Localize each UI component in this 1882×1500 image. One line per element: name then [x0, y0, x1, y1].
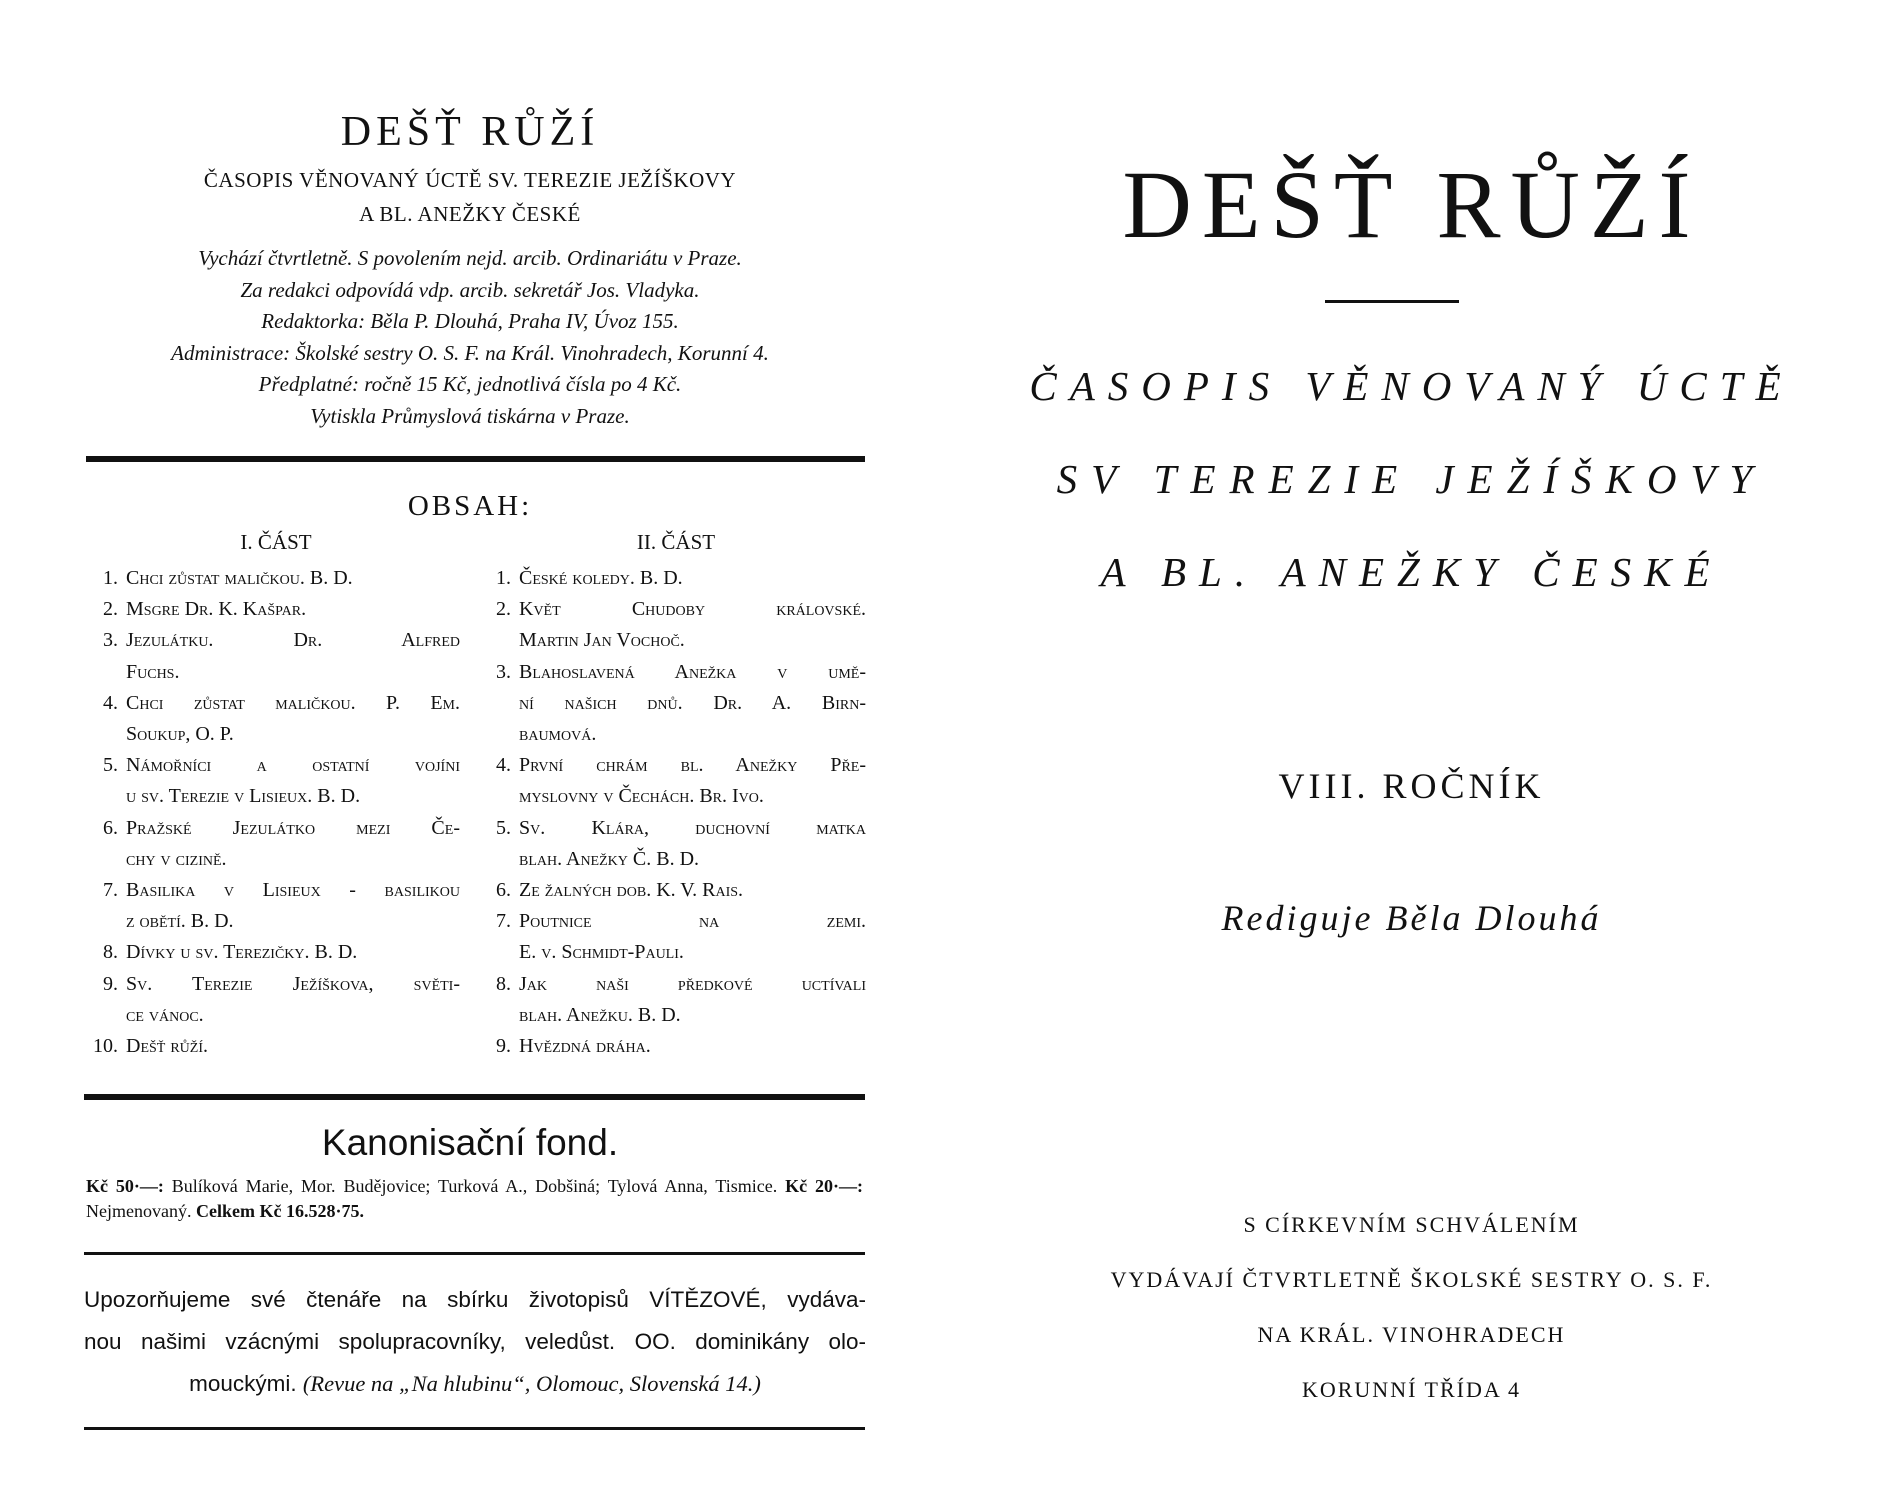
- contents-item-title: [126, 969, 460, 1031]
- contents-item-line: Ze žalných dob. K. V. Rais.: [519, 879, 744, 902]
- cover-subtitle-line-2: SV TEREZIE JEŽÍŠKOVY: [1056, 456, 1767, 502]
- contents-item-title: [519, 906, 866, 968]
- contents-item-number: 5.: [496, 816, 511, 839]
- contents-item-title: [519, 813, 866, 875]
- editor-line: Rediguje Běla Dlouhá: [1221, 898, 1602, 938]
- contents-item-line: Pražské Jezulátko mezi Če-: [126, 816, 460, 839]
- contents-item-number: 8.: [496, 972, 511, 995]
- contents-item-title: [519, 969, 866, 1031]
- contents-item: [90, 688, 460, 750]
- contents-item: [90, 563, 460, 594]
- contents-item: [90, 937, 460, 968]
- publisher-line-4: KORUNNÍ TŘÍDA 4: [1301, 1377, 1522, 1402]
- contents-item: [483, 563, 866, 594]
- divider-rule: [84, 1252, 865, 1255]
- contents-item: [483, 813, 866, 875]
- contents-item: [483, 594, 866, 656]
- contents-item-title: [519, 875, 866, 906]
- contents-item-line: Dešť růží.: [126, 1035, 208, 1058]
- fund-donors-20: Nejmenovaný.: [86, 1201, 192, 1221]
- contents-item: [483, 750, 866, 812]
- contents-item-number: 1.: [103, 567, 118, 589]
- contents-item-line: baumová.: [519, 723, 597, 746]
- cover-subtitle-line-1: ČASOPIS VĚNOVANÝ ÚCTĚ: [1029, 363, 1794, 409]
- contents-item-title: [519, 657, 866, 751]
- contents-item-title: [126, 1031, 460, 1062]
- notice-line-2: nou našimi vzácnými spolupracovníky, veledůst. OO. dominikány olo-: [84, 1329, 866, 1354]
- notice-line-3-text: mouckými.: [189, 1371, 297, 1396]
- fund-donors-50: Bulíková Marie, Mor. Budějovice; Turková A., Dobšiná; Tylová Anna, Tismice.: [171, 1176, 778, 1196]
- contents-item-line: Námořníci a ostatní vojíni: [126, 754, 460, 777]
- publisher-line-1: S CÍRKEVNÍM SCHVÁLENÍM: [1243, 1212, 1580, 1237]
- notice-line-3: [84, 1363, 866, 1405]
- divider-rule: [84, 1094, 865, 1100]
- contents-item: [483, 906, 866, 968]
- contents-item: [483, 1031, 866, 1062]
- info-line: Vychází čtvrtletně. S povolením nejd. arcib. Ordinariátu v Praze.: [198, 246, 742, 270]
- contents-item-title: [126, 813, 460, 875]
- contents-item-line: Hvězdná dráha.: [519, 1035, 651, 1058]
- contents-item-line: Soukup, O. P.: [126, 723, 234, 746]
- contents-item-line: Basilika v Lisieux - basilikou: [126, 879, 460, 902]
- info-line: Předplatné: ročně 15 Kč, jednotlivá čísla po 4 Kč.: [258, 372, 682, 396]
- cover-title: DEŠŤ RŮŽÍ: [1122, 151, 1701, 258]
- contents-item: [90, 750, 460, 812]
- right-page: [941, 0, 1882, 1500]
- contents-item: [90, 594, 460, 625]
- contents-item-number: 6.: [496, 879, 511, 902]
- contents-item-line: Poutnice na zemi.: [519, 910, 866, 933]
- contents-item-line: u sv. Terezie v Lisieux. B. D.: [126, 785, 361, 808]
- contents-item-line: myslovny v Čechách. Br. Ivo.: [519, 785, 764, 808]
- contents-item-line: První chrám bl. Anežky Pře-: [519, 754, 866, 777]
- contents-item-title: [126, 594, 460, 625]
- contents-item-title: [519, 1031, 866, 1062]
- contents-item-number: 1.: [496, 567, 511, 589]
- contents-item-line: Blahoslavená Anežka v umě-: [519, 660, 866, 683]
- contents-item-number: 5.: [103, 754, 118, 777]
- contents-item-title: [126, 750, 460, 812]
- contents-item-title: [519, 594, 866, 656]
- contents-item: [90, 875, 460, 937]
- contents-item-title: [126, 875, 460, 937]
- contents-item: [90, 625, 460, 687]
- contents-item: [483, 875, 866, 906]
- publisher-line-2: VYDÁVAJÍ ČTVRTLETNĚ ŠKOLSKÉ SESTRY O. S. F.: [1110, 1267, 1713, 1292]
- contents-item-line: Sv. Klára, duchovní matka: [519, 816, 866, 839]
- notice-line-1: Upozorňujeme své čtenáře na sbírku životopisů VÍTĚZOVÉ, vydáva-: [84, 1287, 866, 1312]
- contents-item-number: 2.: [103, 598, 118, 621]
- contents-item-line: E. v. Schmidt-Pauli.: [519, 941, 684, 964]
- contents-item-line: Dívky u sv. Terezičky. B. D.: [126, 941, 358, 964]
- contents-item-number: 10.: [93, 1035, 118, 1058]
- fund-amount-50: Kč 50·—:: [86, 1176, 164, 1196]
- contents-list-part-2: [483, 563, 866, 1062]
- contents-item-line: Chci zůstat maličkou. P. Em.: [126, 691, 460, 714]
- contents-item-number: 7.: [496, 910, 511, 933]
- contents-item-title: [126, 937, 460, 968]
- publication-info: [70, 243, 870, 432]
- contents-item-title: [126, 688, 460, 750]
- left-subtitle-line-1: ČASOPIS VĚNOVANÝ ÚCTĚ SV. TEREZIE JEŽÍŠKOVY: [203, 168, 737, 192]
- contents-item-number: 3.: [103, 629, 118, 652]
- contents-item-line: blah. Anežky Č. B. D.: [519, 847, 700, 870]
- contents-item-number: 4.: [496, 754, 511, 777]
- contents-heading: OBSAH:: [407, 490, 533, 522]
- contents-item-title: [126, 625, 460, 687]
- left-subtitle-line-2: A BL. ANEŽKY ČESKÉ: [359, 202, 581, 226]
- contents-item-title: [519, 563, 866, 594]
- contents-item-line: Sv. Terezie Ježíškova, světi-: [126, 972, 460, 995]
- contents-item: [483, 969, 866, 1031]
- contents-item-line: z obětí. B. D.: [126, 910, 234, 933]
- notice-line-3-reference: (Revue na „Na hlubinu“, Olomouc, Slovenská 14.): [302, 1371, 761, 1396]
- cover-title-rule: [1325, 300, 1459, 303]
- contents-item-number: 8.: [103, 941, 118, 964]
- info-line: Administrace: Školské sestry O. S. F. na Král. Vinohradech, Korunní 4.: [171, 340, 769, 365]
- contents-item-line: Jak naši předkové uctívali: [519, 972, 866, 995]
- contents-item-title: [519, 750, 866, 812]
- contents-item-line: ce vánoc.: [126, 1003, 204, 1026]
- divider-rule: [86, 456, 865, 462]
- contents-item: [90, 969, 460, 1031]
- fund-total: Celkem Kč 16.528·75.: [195, 1201, 364, 1221]
- contents-item-line: Fuchs.: [126, 660, 180, 683]
- contents-list-part-1: [90, 563, 460, 1062]
- contents-item-number: 6.: [103, 816, 118, 839]
- contents-item-number: 4.: [103, 691, 118, 714]
- contents-item-title: [126, 563, 460, 594]
- contents-item-line: Msgre Dr. K. Kašpar.: [126, 598, 307, 621]
- contents-item-number: 9.: [103, 972, 118, 995]
- contents-item-line: ní našich dnů. Dr. A. Birn-: [519, 691, 866, 714]
- contents-item-number: 3.: [496, 660, 511, 683]
- fund-title: Kanonisační fond.: [321, 1122, 619, 1163]
- info-line: Redaktorka: Běla P. Dlouhá, Praha IV, Úvoz 155.: [261, 309, 679, 333]
- contents-item-line: Květ Chudoby královské.: [519, 598, 866, 621]
- part-1-heading: I. ČÁST: [240, 530, 312, 554]
- contents-item-number: 7.: [103, 879, 118, 902]
- notice-paragraph: [84, 1279, 866, 1405]
- cover-subtitle-line-3: A BL. ANEŽKY ČESKÉ: [1100, 549, 1723, 595]
- contents-item-line: Jezulátku. Dr. Alfred: [126, 629, 460, 652]
- info-line: Vytiskla Průmyslová tiskárna v Praze.: [310, 403, 630, 428]
- contents-item-number: 2.: [496, 598, 511, 621]
- info-line: Za redakci odpovídá vdp. arcib. sekretář Jos. Vladyka.: [240, 277, 700, 302]
- contents-item: [483, 657, 866, 751]
- fund-amount-20: Kč 20·—:: [785, 1176, 864, 1196]
- contents-item-line: České koledy. B. D.: [519, 567, 683, 589]
- part-2-heading: II. ČÁST: [636, 530, 716, 554]
- fund-donors: [86, 1174, 863, 1224]
- volume-label: VIII. ROČNÍK: [1278, 766, 1545, 806]
- left-masthead-title: DEŠŤ RŮŽÍ: [340, 109, 600, 155]
- contents-item: [90, 813, 460, 875]
- contents-item-number: 9.: [496, 1035, 511, 1058]
- contents-item: [90, 1031, 460, 1062]
- publisher-line-3: NA KRÁL. VINOHRADECH: [1257, 1322, 1566, 1347]
- contents-item-line: chy v cizině.: [126, 847, 227, 870]
- divider-rule: [84, 1427, 865, 1430]
- contents-item-line: blah. Anežku. B. D.: [519, 1003, 681, 1026]
- contents-item-line: Chci zůstat maličkou. B. D.: [126, 567, 353, 589]
- contents-item-line: Martin Jan Vochoč.: [519, 629, 685, 652]
